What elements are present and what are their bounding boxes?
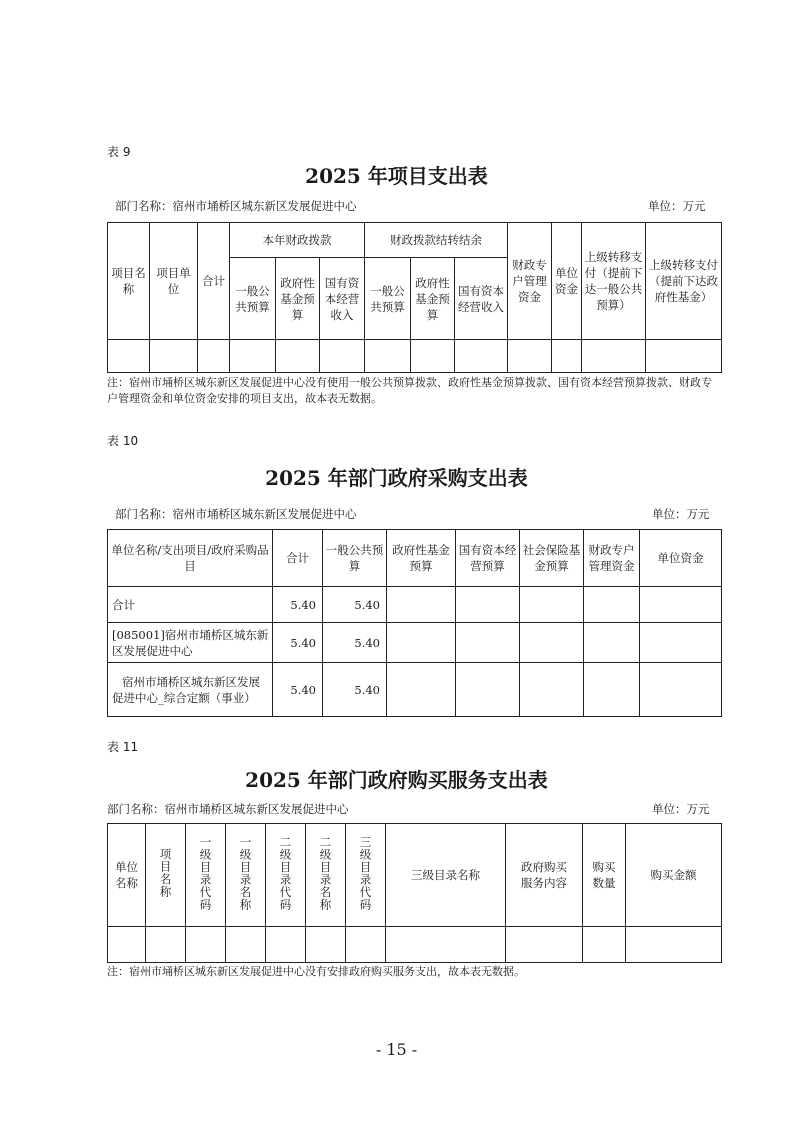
- table11-dept: 部门名称：宿州市埇桥区城东新区发展促进中心: [107, 802, 349, 816]
- page-number: - 15 -: [375, 1040, 418, 1059]
- table10-label: 表 10: [107, 434, 139, 448]
- table11-note: 注：宿州市埇桥区城东新区发展促进中心没有安排政府购买服务支出，故本表无数据。: [107, 965, 525, 978]
- table9-dept: 部门名称：宿州市埇桥区城东新区发展促进中心: [115, 199, 357, 213]
- th-l2-code: 二级目录代码: [266, 824, 306, 927]
- table-row: [108, 587, 722, 623]
- table9-label: 表 9: [107, 145, 131, 159]
- row-general: 5.40: [323, 587, 387, 623]
- th-social: 社会保险基金预算: [520, 530, 584, 587]
- th-l1-code: 一级目录代码: [186, 824, 226, 927]
- th-unit-name: 单位名称: [108, 824, 146, 927]
- th-special: 财政专户管理资金: [508, 223, 552, 340]
- th-fund: 政府性基金预算: [387, 530, 456, 587]
- table9-note: 注：宿州市埇桥区城东新区发展促进中心没有使用一般公共预算拨款、政府性基金预算拨款、国有资本经营预算拨款、财政专户管理资金和单位资金安排的项目支出，故本表无数据。: [107, 376, 712, 405]
- row-total: 5.40: [273, 587, 323, 623]
- th-total: 合计: [198, 223, 230, 340]
- th-item-unit: 项目单位: [150, 223, 198, 340]
- table10-title: 2025 年部门政府采购支出表: [265, 466, 528, 490]
- row-name: 宿州市埇桥区城东新区发展促进中心_综合定额（事业）: [108, 663, 273, 717]
- row-name: [085001]宿州市埇桥区城东新区发展促进中心: [108, 623, 273, 663]
- th-g1-state: 国有资本经营收入: [320, 258, 365, 340]
- th-item-name: 项目名称: [108, 223, 150, 340]
- table9: [107, 222, 722, 373]
- row-total: 5.40: [273, 663, 323, 717]
- th-qty: 购买数量: [583, 824, 626, 927]
- table-row: [108, 340, 722, 373]
- th-unit-funds: 单位资金: [552, 223, 582, 340]
- th-g2-general: 一般公共预算: [365, 258, 411, 340]
- table9-title: 2025 年项目支出表: [305, 164, 488, 188]
- table9-unit: 单位：万元: [648, 199, 706, 213]
- row-general: 5.40: [323, 623, 387, 663]
- th-item-name: 项目名称: [146, 824, 186, 927]
- row-general: 5.40: [323, 663, 387, 717]
- th-l3-code: 三级目录代码: [346, 824, 386, 927]
- th-total: 合计: [273, 530, 323, 587]
- table11: [107, 823, 722, 963]
- th-g2-state: 国有资本经营收入: [455, 258, 508, 340]
- table11-title: 2025 年部门政府购买服务支出表: [245, 768, 548, 792]
- th-current-year: 本年财政拨款: [230, 223, 365, 258]
- row-total: 5.40: [273, 623, 323, 663]
- th-transfer-fund: 上级转移支付（提前下达政府性基金）: [646, 223, 722, 340]
- table-row: [108, 623, 722, 663]
- th-special: 财政专户管理资金: [584, 530, 640, 587]
- table10: [107, 529, 722, 717]
- table10-dept: 部门名称：宿州市埇桥区城东新区发展促进中心: [115, 507, 357, 521]
- th-carryover: 财政拨款结转结余: [365, 223, 508, 258]
- th-g1-fund: 政府性基金预算: [276, 258, 320, 340]
- row-name: 合计: [108, 587, 273, 623]
- th-l3-name: 三级目录名称: [386, 824, 506, 927]
- table10-unit: 单位：万元: [652, 507, 710, 521]
- th-g1-general: 一般公共预算: [230, 258, 276, 340]
- th-l2-name: 二级目录名称: [306, 824, 346, 927]
- th-state: 国有资本经营预算: [456, 530, 520, 587]
- table-row: [108, 927, 722, 963]
- th-amount: 购买金额: [626, 824, 722, 927]
- th-content: 政府购买服务内容: [506, 824, 583, 927]
- table11-unit: 单位：万元: [652, 802, 710, 816]
- th-name: 单位名称/支出项目/政府采购品目: [108, 530, 273, 587]
- th-l1-name: 一级目录名称: [226, 824, 266, 927]
- table-row: [108, 663, 722, 717]
- th-general: 一般公共预算: [323, 530, 387, 587]
- th-g2-fund: 政府性基金预算: [411, 258, 455, 340]
- th-unit-funds: 单位资金: [640, 530, 722, 587]
- table11-label: 表 11: [107, 740, 139, 754]
- th-transfer: 上级转移支付（提前下达一般公共预算）: [582, 223, 646, 340]
